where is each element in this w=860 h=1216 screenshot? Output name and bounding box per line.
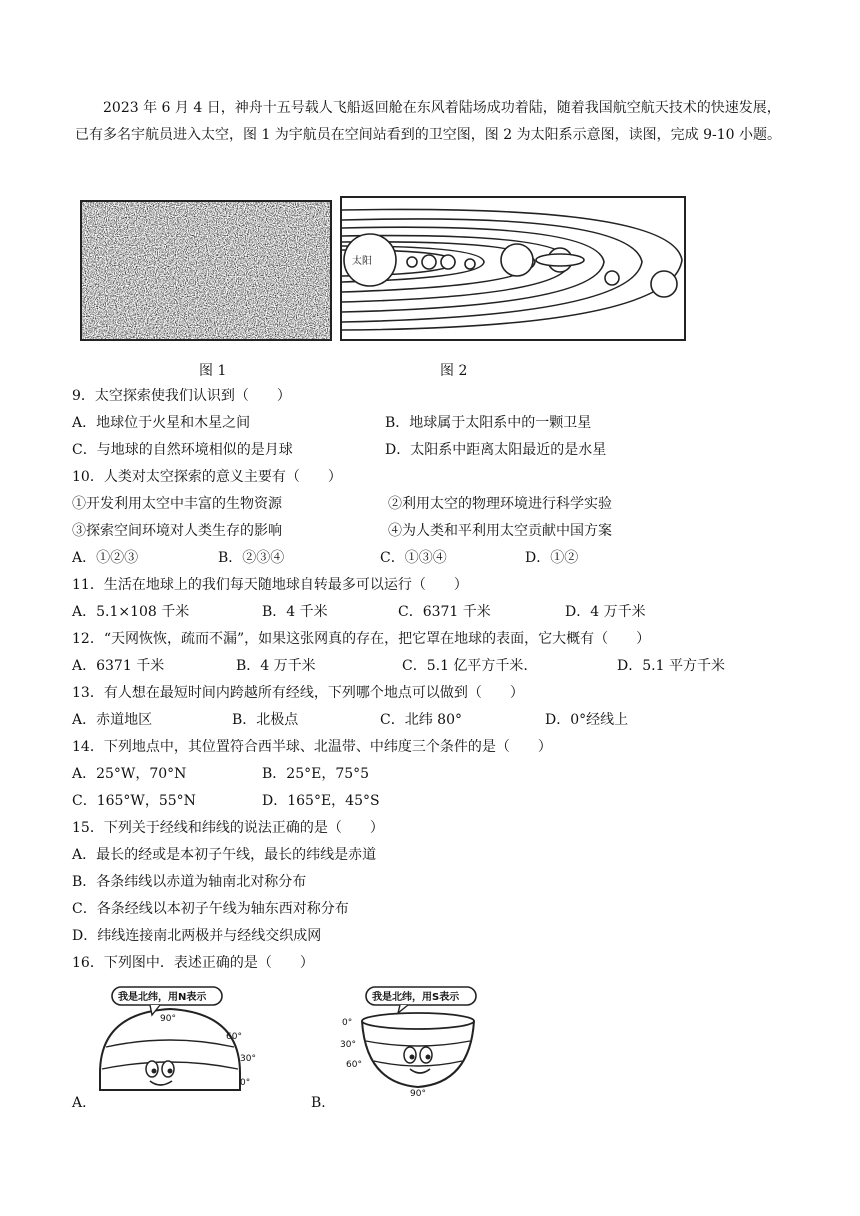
q15-option-b: B．各条纬线以赤道为轴南北对称分布	[72, 874, 307, 890]
q12-option-c: C．5.1 亿平方千米.	[402, 658, 528, 674]
q16-b-bubble-text: 我是北纬，用S表示	[372, 992, 460, 1003]
q16-a-tick-60: 60°	[226, 1032, 242, 1042]
q11-option-b: B．4 千米	[262, 604, 328, 620]
q10-item-3: ③探索空间环境对人类生存的影响	[72, 523, 282, 539]
q11-stem: 11．生活在地球上的我们每天随地球自转最多可以运行（ ）	[72, 577, 468, 593]
q16-option-b: B．	[311, 1095, 336, 1111]
q16-a-tick-0: 0°	[240, 1078, 251, 1088]
q9-option-b: B．地球属于太阳系中的一颗卫星	[385, 415, 592, 431]
q10-option-d: D．①②	[525, 550, 579, 566]
q9-option-d: D．太阳系中距离太阳最近的是水星	[385, 442, 607, 458]
q13-stem: 13．有人想在最短时间内跨越所有经线，下列哪个地点可以做到（ ）	[72, 685, 524, 701]
earth-icon	[441, 255, 455, 269]
q9-stem: 9．太空探索使我们认识到（ ）	[72, 388, 291, 404]
q15-option-c: C．各条经线以本初子午线为轴东西对称分布	[72, 901, 349, 917]
q10-option-a: A．①②③	[72, 550, 139, 566]
q10-stem: 10．人类对太空探索的意义主要有（ ）	[72, 469, 342, 485]
q16-b-tick-0: 0°	[342, 1018, 353, 1028]
q13-option-b: B．北极点	[232, 712, 299, 728]
q16-b-tick-30: 30°	[340, 1040, 356, 1050]
q13-option-c: C．北纬 80°	[380, 712, 462, 728]
neptune-icon	[651, 271, 677, 297]
q15-option-a: A．最长的经或是本初子午线，最长的纬线是赤道	[72, 847, 377, 863]
q16-option-a: A．	[72, 1095, 97, 1111]
q14-option-c: C．165°W，55°N	[72, 793, 196, 809]
q10-item-1: ①开发利用太空中丰富的生物资源	[72, 496, 282, 512]
figure-1-satellite-image	[80, 200, 332, 341]
q15-stem: 15．下列关于经线和纬线的说法正确的是（ ）	[72, 820, 384, 836]
uranus-icon	[605, 271, 619, 285]
sun-label: 太阳	[352, 256, 372, 267]
q12-option-d: D．5.1 平方千米	[617, 658, 725, 674]
venus-icon	[422, 255, 436, 269]
mercury-icon	[407, 257, 417, 267]
q11-option-c: C．6371 千米	[398, 604, 491, 620]
mars-icon	[465, 259, 475, 269]
q13-option-a: A．赤道地区	[72, 712, 153, 728]
q15-option-d: D．纬线连接南北两极并与经线交织成网	[72, 928, 322, 944]
intro-paragraph: 2023 年 6 月 4 日，神舟十五号载人飞船返回舱在东风着陆场成功着陆，随着我国航空航天技术的快速发展，已有多名宇航员进入太空，图 1 为宇航员在空间站看到的卫空图，图 2 为太阳系示意图，读图，完成 9-10 小题。	[75, 100, 781, 143]
figure-2-caption: 图 2	[440, 363, 468, 379]
q14-option-a: A．25°W，70°N	[72, 766, 187, 782]
q12-option-b: B．4 万千米	[236, 658, 316, 674]
q14-stem: 14．下列地点中，其位置符合西半球、北温带、中纬度三个条件的是（ ）	[72, 739, 552, 755]
q9-option-c: C．与地球的自然环境相似的是月球	[72, 442, 293, 458]
jupiter-icon	[501, 244, 533, 276]
figure-1-caption: 图 1	[199, 363, 227, 379]
q16-figure-a	[90, 985, 256, 1100]
q16-a-tick-90: 90°	[160, 1014, 176, 1024]
q11-option-d: D．4 万千米	[565, 604, 646, 620]
q12-stem: 12．“天网恢恢，疏而不漏”，如果这张网真的存在，把它罩在地球的表面，它大概有（ ）	[72, 631, 651, 647]
q9-option-a: A．地球位于火星和木星之间	[72, 415, 251, 431]
q16-a-bubble-text: 我是北纬，用N表示	[118, 992, 207, 1003]
q16-b-tick-60: 60°	[346, 1060, 362, 1070]
q12-option-a: A．6371 千米	[72, 658, 165, 674]
q14-option-d: D．165°E，45°S	[262, 793, 380, 809]
q14-option-b: B．25°E，75°5	[262, 766, 370, 782]
q10-item-2: ②利用太空的物理环境进行科学实验	[388, 496, 612, 512]
q16-a-tick-30: 30°	[240, 1054, 256, 1064]
q10-item-4: ④为人类和平利用太空贡献中国方案	[388, 523, 612, 539]
q11-option-a: A．5.1×108 千米	[72, 604, 190, 620]
q10-option-b: B．②③④	[218, 550, 285, 566]
figure-2-solar-system	[340, 196, 686, 341]
q16-figure-b	[340, 985, 490, 1097]
q16-b-tick-90: 90°	[410, 1089, 426, 1099]
q13-option-d: D．0°经线上	[545, 712, 629, 728]
q10-option-c: C．①③④	[380, 550, 447, 566]
q16-stem: 16．下列图中．表述正确的是（ ）	[72, 955, 314, 971]
planets	[344, 234, 677, 297]
